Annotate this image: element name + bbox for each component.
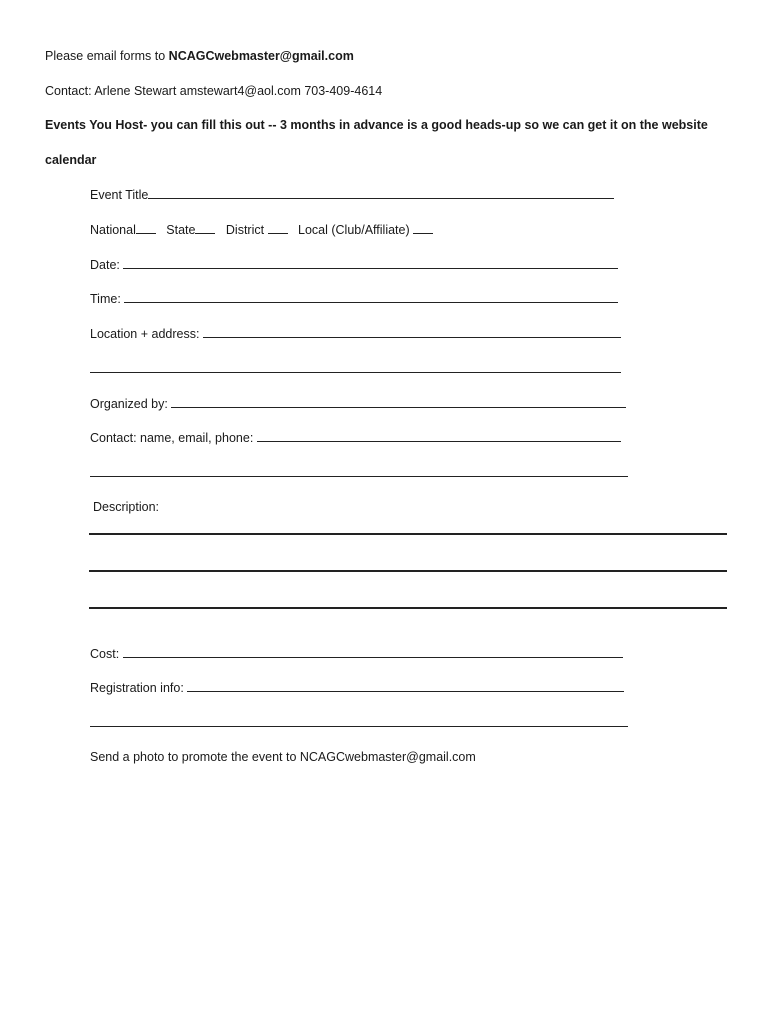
- contact-info-label: Contact: name, email, phone:: [90, 431, 254, 445]
- registration-field[interactable]: [187, 681, 624, 692]
- event-title-field[interactable]: [148, 188, 614, 199]
- district-label: District: [225, 223, 265, 237]
- description-line-1[interactable]: [89, 533, 727, 535]
- contact-line: Contact: Arlene Stewart amstewart4@aol.com 703-409-4614: [45, 84, 383, 98]
- local-label: Local (Club/Affiliate): [298, 223, 410, 237]
- organized-field[interactable]: [171, 397, 626, 408]
- event-level-row: [90, 222, 433, 238]
- location-continuation-field[interactable]: [90, 362, 621, 373]
- local-blank[interactable]: [413, 223, 433, 234]
- organized-label: Organized by:: [90, 397, 168, 411]
- location-continuation-row: [90, 361, 621, 377]
- cost-field[interactable]: [123, 647, 623, 658]
- national-label: National: [90, 223, 136, 237]
- description-line-2[interactable]: [89, 570, 727, 572]
- email-prefix: Please email forms to: [45, 49, 169, 63]
- contact-info-row: [90, 430, 621, 446]
- time-row: [90, 291, 618, 307]
- events-heading: Events You Host- you can fill this out -- 3 months in advance is a good heads-up so we can get it on the website: [45, 118, 708, 132]
- registration-row: [90, 680, 624, 696]
- photo-note: Send a photo to promote the event to NCAGCwebmaster@gmail.com: [90, 750, 476, 764]
- contact-info-field[interactable]: [257, 431, 621, 442]
- events-heading-continued: calendar: [45, 153, 97, 167]
- location-field[interactable]: [203, 327, 621, 338]
- time-field[interactable]: [124, 292, 618, 303]
- cost-label: Cost:: [90, 647, 120, 661]
- registration-continuation-row: [90, 715, 628, 731]
- district-blank[interactable]: [268, 223, 288, 234]
- cost-row: [90, 646, 623, 662]
- contact-continuation-row: [90, 465, 628, 481]
- state-blank[interactable]: [195, 223, 215, 234]
- organized-row: [90, 396, 626, 412]
- registration-continuation-field[interactable]: [90, 716, 628, 727]
- webmaster-email: NCAGCwebmaster@gmail.com: [168, 49, 354, 63]
- description-line-3[interactable]: [89, 607, 727, 609]
- state-label: State: [166, 223, 196, 237]
- date-label: Date:: [90, 258, 120, 272]
- email-instruction: [45, 48, 354, 64]
- date-field[interactable]: [123, 258, 618, 269]
- date-row: [90, 257, 618, 273]
- national-blank[interactable]: [136, 223, 156, 234]
- location-label: Location + address:: [90, 327, 200, 341]
- registration-label: Registration info:: [90, 681, 184, 695]
- description-label: Description:: [93, 500, 159, 514]
- time-label: Time:: [90, 292, 121, 306]
- event-title-row: [90, 187, 614, 203]
- event-title-label: Event Title: [90, 188, 149, 202]
- location-row: [90, 326, 621, 342]
- contact-continuation-field[interactable]: [90, 466, 628, 477]
